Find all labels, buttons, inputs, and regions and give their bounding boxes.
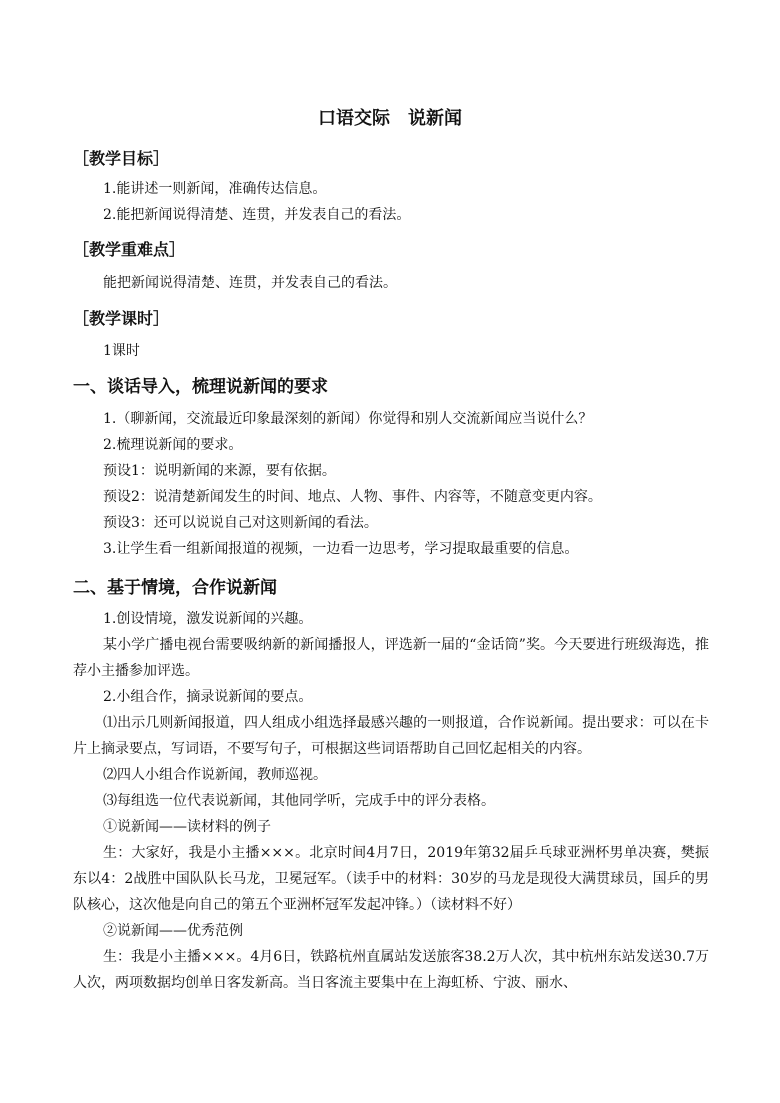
goal-item: 2.能把新闻说得清楚、连贯，并发表自己的看法。 [103,207,411,223]
section2-paragraph: 某小学广播电视台需要吸纳新的新闻播报人，评选新一届的“金话筒”奖。今天要进行班级海选，推荐小主播参加评选。 [73,637,709,679]
page-title: 口语交际 说新闻 [318,108,462,129]
hours-text: 1课时 [103,343,140,359]
section1-line: 预设1：说明新闻的来源，要有依据。 [103,463,336,479]
section2-heading: 二、基于情境，合作说新闻 [73,578,277,598]
goal-item: 1.能讲述一则新闻，准确传达信息。 [103,181,327,197]
section2-paragraph: ②说新闻——优秀范例 [103,923,243,939]
section1-line: 1.（聊新闻，交流最近印象最深刻的新闻）你觉得和别人交流新闻应当说什么？ [103,411,593,427]
key-points-text: 能把新闻说得清楚、连贯，并发表自己的看法。 [103,275,397,291]
section2-paragraph: 生：我是小主播×××。4月6日，铁路杭州直属站发送旅客38.2万人次，其中杭州东站发送30.7万人次，两项数据均创单日客发新高。当日客流主要集中在上海虹桥、宁波、丽水、 [73,949,709,991]
goals-heading: ［教学目标］ [73,149,170,168]
section1-line: 3.让学生看一组新闻报道的视频，一边看一边思考，学习提取最重要的信息。 [103,541,579,557]
section2-paragraph: 生：大家好，我是小主播×××。北京时间4月7日，2019年第32届乒乓球亚洲杯男单决赛，樊振东以4：2战胜中国队队长马龙，卫冕冠军。（读手中的材料：30岁的马龙是现役大满贯球员，国乒的男队核心，这次他是向自己的第五个亚洲杯冠军发起冲锋。）（读材料不好） [73,845,709,913]
section1-line: 预设3：还可以说说自己对这则新闻的看法。 [103,515,378,531]
section2-paragraph: ①说新闻——读材料的例子 [103,819,271,835]
section2-paragraph: 2.小组合作，摘录说新闻的要点。 [103,689,313,705]
section1-heading: 一、谈话导入，梳理说新闻的要求 [73,377,328,397]
section2-paragraph: ⑶每组选一位代表说新闻，其他同学听，完成手中的评分表格。 [103,793,495,809]
section2-paragraph: 1.创设情境，激发说新闻的兴趣。 [103,611,313,627]
section2-paragraph: ⑴出示几则新闻报道，四人组成小组选择最感兴趣的一则报道，合作说新闻。提出要求：可以在卡片上摘录要点，写词语，不要写句子，可根据这些词语帮助自己回忆起相关的内容。 [73,715,709,757]
key-points-heading: ［教学重难点］ [73,240,186,259]
hours-heading: ［教学课时］ [73,309,170,328]
section1-line: 2.梳理说新闻的要求。 [103,437,243,453]
section2-paragraph: ⑵四人小组合作说新闻，教师巡视。 [103,767,327,783]
section1-line: 预设2：说清楚新闻发生的时间、地点、人物、事件、内容等，不随意变更内容。 [103,489,602,505]
